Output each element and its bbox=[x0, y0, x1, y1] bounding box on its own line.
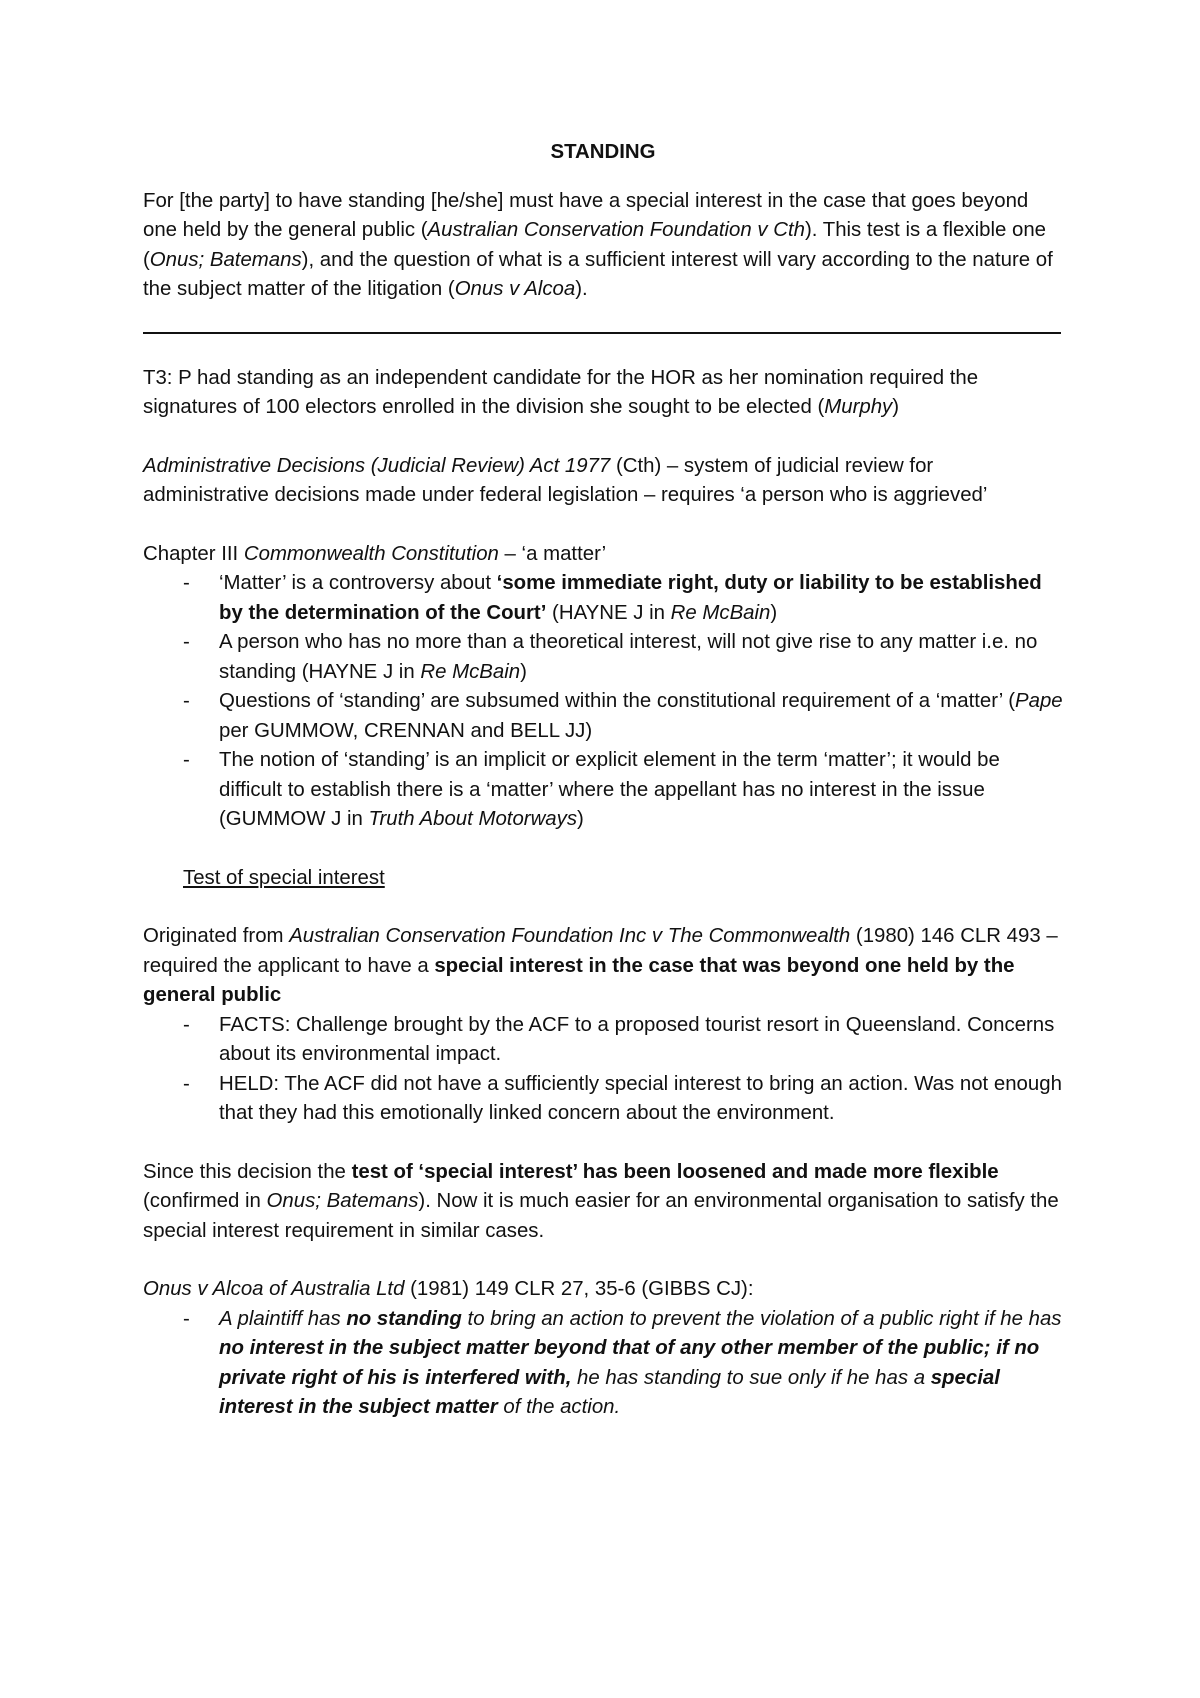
list-item: - FACTS: Challenge brought by the ACF to a proposed tourist resort in Queensland. Concerns about its environmental impact. bbox=[143, 1011, 1063, 1070]
acf-bullet-list bbox=[143, 1011, 1063, 1129]
section-heading: Test of special interest bbox=[183, 866, 385, 889]
acf-paragraph: Originated from Australian Conservation Foundation Inc v The Commonwealth (1980) 146 CLR 493 – required the applicant to have a special interest in the case that was beyond one held by the general public bbox=[143, 925, 1058, 1006]
constitution-name: Commonwealth Constitution bbox=[243, 542, 499, 565]
act-name: Administrative Decisions (Judicial Review) Act 1977 bbox=[143, 454, 611, 477]
chapter-bullet-list bbox=[143, 569, 1063, 835]
case-name: Australian Conservation Foundation Inc v The Commonwealth bbox=[289, 925, 851, 947]
list-item: - ‘Matter’ is a controversy about ‘some immediate right, duty or liability to be established by the determination of the Court’ (HAYNE J in Re McBain) bbox=[143, 569, 1063, 628]
case-name: Onus v Alcoa bbox=[454, 278, 576, 300]
case-name: Onus; Batemans bbox=[266, 1190, 419, 1212]
onus-heading: Onus v Alcoa of Australia Ltd (1981) 149 CLR 27, 35-6 (GIBBS CJ): bbox=[143, 1278, 754, 1300]
horizontal-divider bbox=[143, 332, 1061, 334]
case-name: Onus v Alcoa of Australia Ltd bbox=[143, 1278, 405, 1300]
t3-paragraph: T3: P had standing as an independent candidate for the HOR as her nomination required the signatures of 100 electors enrolled in the division she sought to be elected (Murphy) bbox=[143, 366, 979, 418]
case-name: Murphy bbox=[824, 396, 893, 418]
case-name: Australian Conservation Foundation v Cth bbox=[427, 219, 805, 241]
list-item: - A person who has no more than a theoretical interest, will not give rise to any matter i.e. no standing (HAYNE J in Re McBain) bbox=[143, 628, 1063, 687]
list-item: - HELD: The ACF did not have a sufficiently special interest to bring an action. Was not enough that they had this emotionally linked concern about the environment. bbox=[143, 1070, 1063, 1129]
since-paragraph: Since this decision the test of ‘special interest’ has been loosened and made more flexible (confirmed in Onus; Batemans). Now it is much easier for an environmental organisation to satisfy the special interest requirement in similar cases. bbox=[143, 1160, 1059, 1242]
list-item: - A plaintiff has no standing to bring an action to prevent the violation of a public right if he has no interest in the subject matter beyond that of any other member of the public; if no private right of his is interfered with, he has standing to sue only if he has a special interest in the subject matter of the action. bbox=[143, 1305, 1063, 1423]
chapter-heading: Chapter III Commonwealth Constitution – ‘a matter’ bbox=[143, 542, 607, 565]
onus-bullet-list bbox=[143, 1305, 1063, 1423]
list-item: - Questions of ‘standing’ are subsumed within the constitutional requirement of a ‘matter’ (Pape per GUMMOW, CRENNAN and BELL JJ) bbox=[143, 687, 1063, 746]
list-item: - The notion of ‘standing’ is an implicit or explicit element in the term ‘matter’; it would be difficult to establish there is a ‘matter’ where the appellant has no interest in the issue (GUMMOW J in Truth About Motorways) bbox=[143, 746, 1063, 835]
case-name: Onus; Batemans bbox=[149, 248, 302, 271]
adjr-paragraph: Administrative Decisions (Judicial Review) Act 1977 (Cth) – system of judicial review for administrative decisions made under federal legislation – requires ‘a person who is aggrieved’ bbox=[143, 454, 988, 506]
document-page bbox=[143, 138, 1063, 1423]
intro-paragraph: For [the party] to have standing [he/she] must have a special interest in the case that goes beyond one held by the general public (Australian Conservation Foundation v Cth). This test is a flexible one (Onus; Batemans), and the question of what is a sufficient interest will vary according to the nature of the subject matter of the litigation (Onus v Alcoa). bbox=[143, 189, 1053, 300]
page-title: STANDING bbox=[550, 141, 656, 163]
